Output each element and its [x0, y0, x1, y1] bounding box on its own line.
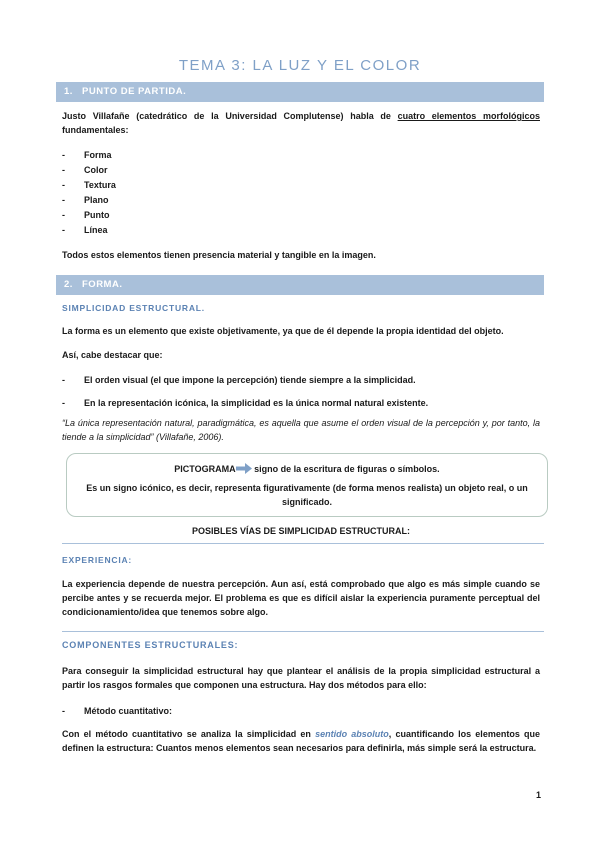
componentes-text: Para conseguir la simplicidad estructural hay que plantear el análisis de la propia simplicidad estructural a partir los rasgos formales que componen una estructura. Hay dos métodos para ello: [62, 666, 540, 690]
list-item: - Método cuantitativo: [62, 706, 172, 716]
section-1-heading: PUNTO DE PARTIDA. [82, 86, 187, 97]
section-1-header [56, 82, 544, 102]
experiencia-text: La experiencia depende de nuestra percepción. Aun así, está comprobado que algo es más simple cuando se percibe antes y se recuerda mejor. El problema es que es difícil aislar la experiencia puramente perceptual del condicionamiento/idea que tenemos sobre algo. [62, 579, 540, 617]
forma-paragraph-2: Así, cabe destacar que: [62, 350, 163, 360]
villafane-quote [62, 416, 540, 444]
quote-source: (Villafañe, 2006). [153, 432, 224, 442]
intro-text-start: Justo Villafañe (catedrático de la Universidad Complutense) habla de [62, 111, 398, 121]
divider [62, 543, 544, 544]
ways-heading: POSIBLES VÍAS DE SIMPLICIDAD ESTRUCTURAL: [191, 526, 410, 536]
section-1-closing: Todos estos elementos tienen presencia material y tangible en la imagen. [62, 250, 376, 260]
subheading-simplicidad: SIMPLICIDAD ESTRUCTURAL. [62, 303, 205, 313]
list-item: - Línea [62, 225, 108, 235]
section-2-number: 2. [64, 279, 73, 290]
list-item: - Plano [62, 195, 109, 205]
section-1-intro [62, 109, 540, 137]
page-title: TEMA 3: LA LUZ Y EL COLOR [178, 57, 422, 74]
list-item: - El orden visual (el que impone la percepción) tiende siempre a la simplicidad. [62, 375, 416, 385]
pictograma-explanation: Es un signo icónico, es decir, representa figurativamente (de forma menos realista) un objeto real, o un significado. [86, 483, 528, 507]
page-number: 1 [536, 790, 542, 800]
list-item: - Color [62, 165, 108, 175]
intro-text-end: fundamentales: [62, 125, 129, 135]
right-arrow-icon [236, 463, 252, 474]
pictograma-definition: signo de la escritura de figuras o símbolos. [251, 464, 440, 474]
pictograma-term: PICTOGRAMA [174, 464, 236, 474]
quote-text: “La única representación natural, paradigmática, es aquella que asume el orden visual de la percepción y, por tanto, la tiende a la simplicidad” [62, 418, 540, 442]
intro-underlined-term: cuatro elementos morfológicos [397, 111, 540, 121]
list-item: - Forma [62, 150, 112, 160]
section-2-heading: FORMA. [82, 279, 123, 290]
section-1-number: 1. [64, 86, 73, 97]
list-item: - En la representación icónica, la simplicidad es la única normal natural existente. [62, 398, 429, 408]
subheading-experiencia: EXPERIENCIA: [62, 555, 133, 565]
forma-paragraph-1: La forma es un elemento que existe objetivamente, ya que de él depende la propia identidad del objeto. [62, 326, 504, 336]
section-2-header [56, 275, 544, 295]
highlight-sentido-absoluto: sentido absoluto [315, 729, 389, 739]
cuantitativo-text: Con el método cuantitativo se analiza la simplicidad en sentido absoluto, cuantificando los elementos que definen la estructura: Cuantos menos elementos sean necesarios para definirla, más simple será la estructura. [62, 729, 540, 753]
pictograma-definition-box [66, 453, 548, 517]
list-item: - Punto [62, 210, 110, 220]
list-item: - Textura [62, 180, 116, 190]
subheading-componentes: COMPONENTES ESTRUCTURALES: [62, 640, 239, 650]
divider [62, 631, 544, 632]
pictograma-line [77, 462, 537, 476]
